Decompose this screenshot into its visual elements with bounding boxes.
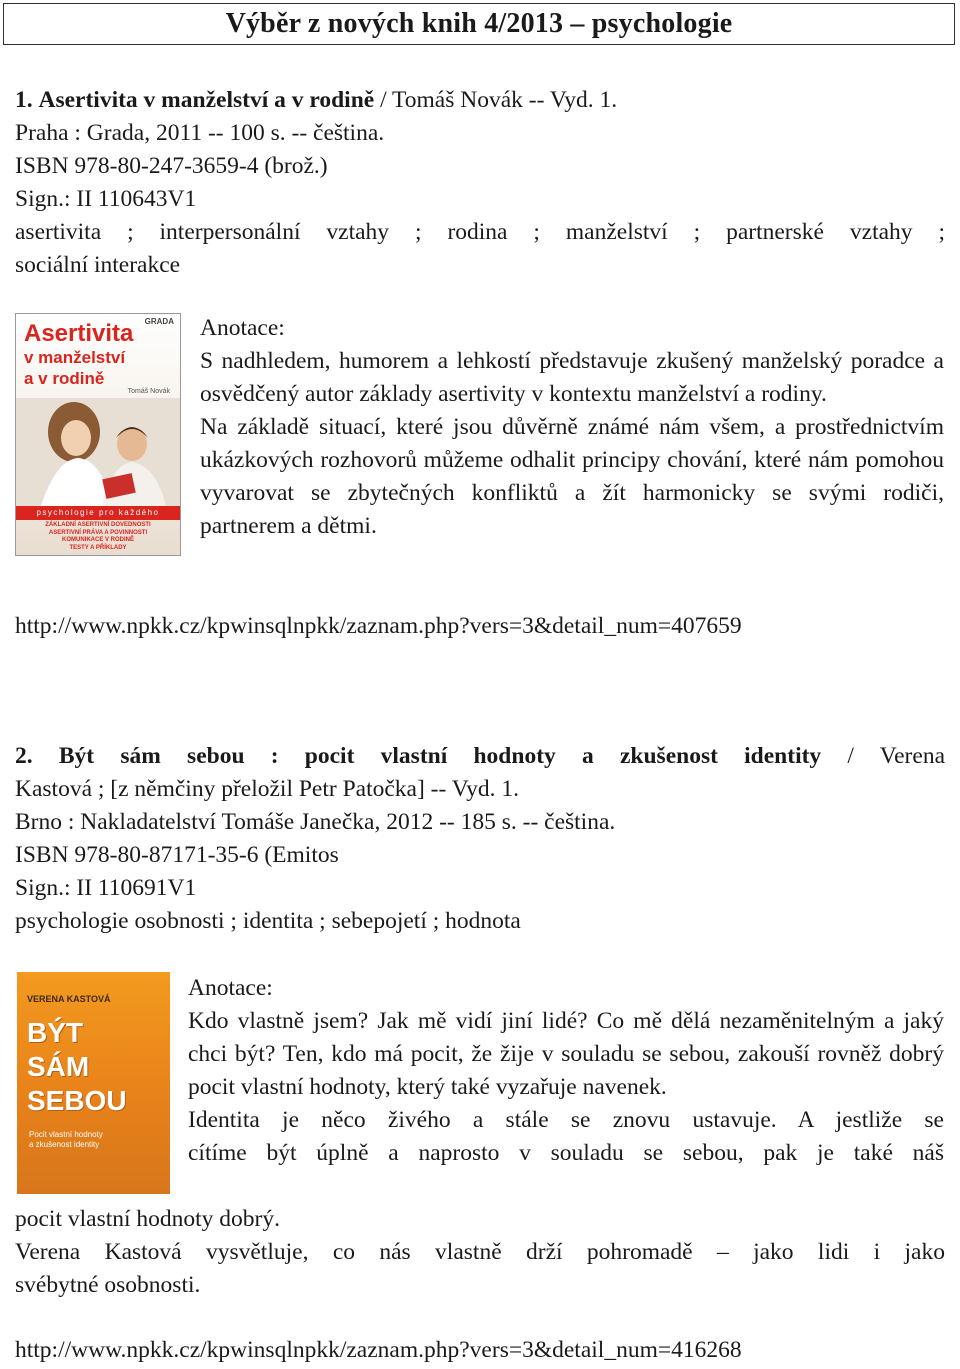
cover-2-subtitle-line-1: Pocit vlastní hodnoty xyxy=(29,1130,103,1139)
book-2-url[interactable]: http://www.npkk.cz/kpwinsqlnpkk/zaznam.php?vers=3&detail_num=416268 xyxy=(15,1337,742,1363)
book-1-author: / Tomáš Novák -- Vyd. 1. xyxy=(374,87,618,113)
book-1-cover-image xyxy=(15,313,181,556)
book-1-url[interactable]: http://www.npkk.cz/kpwinsqlnpkk/zaznam.php?vers=3&detail_num=407659 xyxy=(15,613,742,639)
cover-2-subtitle xyxy=(29,1130,103,1150)
book-2-publisher: Brno : Nakladatelství Tomáše Janečka, 2012 -- 185 s. -- čeština. xyxy=(15,809,616,835)
book-2-record xyxy=(15,740,945,938)
cover-2-subtitle-line-2: a zkušenost identity xyxy=(29,1140,100,1149)
book-1-publisher: Praha : Grada, 2011 -- 100 s. -- čeština. xyxy=(15,120,385,146)
book-1-annotation-p2: Na základě situací, které jsou důvěrně známé nám všem, a prostřednictvím ukázkových rozhovorů můžeme odhalit principy chování, které nám pomohou vyvarovat se zbytečných konfliktů a žít harmonicky se svými rodiči, partnerem a dětmi. xyxy=(200,414,944,539)
book-2-annotation-p2-line2: cítíme být úplně a naprosto v souladu se sebou, pak je také náš xyxy=(188,1140,944,1166)
cover-1-publisher-logo: GRADA xyxy=(144,317,174,326)
cover-1-series-bar xyxy=(16,506,180,520)
cover-2-title xyxy=(27,1016,127,1118)
book-1-keywords-line2: sociální interakce xyxy=(15,252,181,278)
cover-2-author: VERENA KASTOVÁ xyxy=(27,994,111,1004)
book-1-isbn: ISBN 978-80-247-3659-4 (brož.) xyxy=(15,153,328,179)
book-2-annotation-label: Anotace: xyxy=(188,975,273,1001)
cover-2-title-line-2: SÁM xyxy=(27,1051,90,1082)
book-1-title: Asertivita v manželství a v rodině xyxy=(38,87,375,113)
book-2-annotation-continued xyxy=(15,1203,945,1302)
cover-1-bullet: KOMUNIKACE V RODINĚ xyxy=(61,537,134,543)
cover-1-series: psychologie pro každého xyxy=(36,508,160,517)
cover-1-bullet: ZÁKLADNÍ ASERTIVNÍ DOVEDNOSTI xyxy=(45,522,151,528)
book-2-annotation-p3-line1: Verena Kastová vysvětluje, co nás vlastně drží pohromadě – jako lidi i jako xyxy=(15,1239,945,1265)
book-1-annotation-label: Anotace: xyxy=(200,315,285,341)
book-1-annotation xyxy=(200,312,944,543)
cover-2-title-line-3: SEBOU xyxy=(27,1085,127,1116)
book-2-title: Být sám sebou : pocit vlastní hodnoty a zkušenost identity xyxy=(58,743,822,769)
cover-1-bullets xyxy=(16,522,180,552)
book-1-annotation-p1: S nadhledem, humorem a lehkostí představuje zkušený manželský poradce a osvědčený autor základy asertivity v kontextu manželství a rodiny. xyxy=(200,348,944,407)
book-2-isbn: ISBN 978-80-87171-35-6 (Emitos xyxy=(15,842,339,868)
book-2-annotation xyxy=(188,972,944,1170)
book-2-annotation-p1: Kdo vlastně jsem? Jak mě vidí jiní lidé? Co mě dělá nezaměnitelným a jaký chci být? Ten, kdo má pocit, že žije v souladu se sebou, zakouší rovněž dobrý pocit vlastní hodnoty, který také vyzařuje navenek. xyxy=(188,1008,944,1100)
book-2-cover-image xyxy=(17,972,170,1194)
book-2-number: 2. xyxy=(15,743,33,769)
book-2-title-line xyxy=(15,740,945,773)
book-2-author: / Verena xyxy=(821,743,945,769)
cover-1-title-line-1: Asertivita xyxy=(24,320,134,347)
cover-1-bullet: TESTY A PŘÍKLADY xyxy=(69,544,127,551)
book-1-number: 1. xyxy=(15,87,33,113)
book-2-keywords: psychologie osobnosti ; identita ; sebepojetí ; hodnota xyxy=(15,908,521,934)
book-1-record xyxy=(15,84,945,282)
cover-1-photo xyxy=(16,398,180,506)
book-1-signature: Sign.: II 110643V1 xyxy=(15,186,197,212)
book-2-annotation-p2-line3: pocit vlastní hodnoty dobrý. xyxy=(15,1206,281,1232)
book-2-annotation-p3-line2: svébytné osobnosti. xyxy=(15,1272,201,1298)
book-2-signature: Sign.: II 110691V1 xyxy=(15,875,197,901)
cover-1-author: Tomáš Novák xyxy=(127,388,170,395)
page-title: Výběr z nových knih 4/2013 – psychologie xyxy=(225,8,733,39)
cover-1-title xyxy=(24,320,133,389)
book-1-keywords-line1: asertivita ; interpersonální vztahy ; rodina ; manželství ; partnerské vztahy ; xyxy=(15,219,945,245)
cover-2-title-line-1: BÝT xyxy=(27,1017,83,1048)
cover-1-bullet: ASERTIVNÍ PRÁVA A POVINNOSTI xyxy=(48,529,148,536)
book-1-title-line xyxy=(15,84,945,117)
book-2-author-line: Kastová ; [z němčiny přeložil Petr Patočka] -- Vyd. 1. xyxy=(15,776,520,802)
page-title-box xyxy=(3,3,955,45)
book-2-annotation-p2-line1: Identita je něco živého a stále se znovu ustavuje. A jestliže se xyxy=(188,1107,944,1133)
cover-1-title-line-2: v manželství xyxy=(24,348,126,367)
cover-1-title-line-3: a v rodině xyxy=(24,369,105,388)
